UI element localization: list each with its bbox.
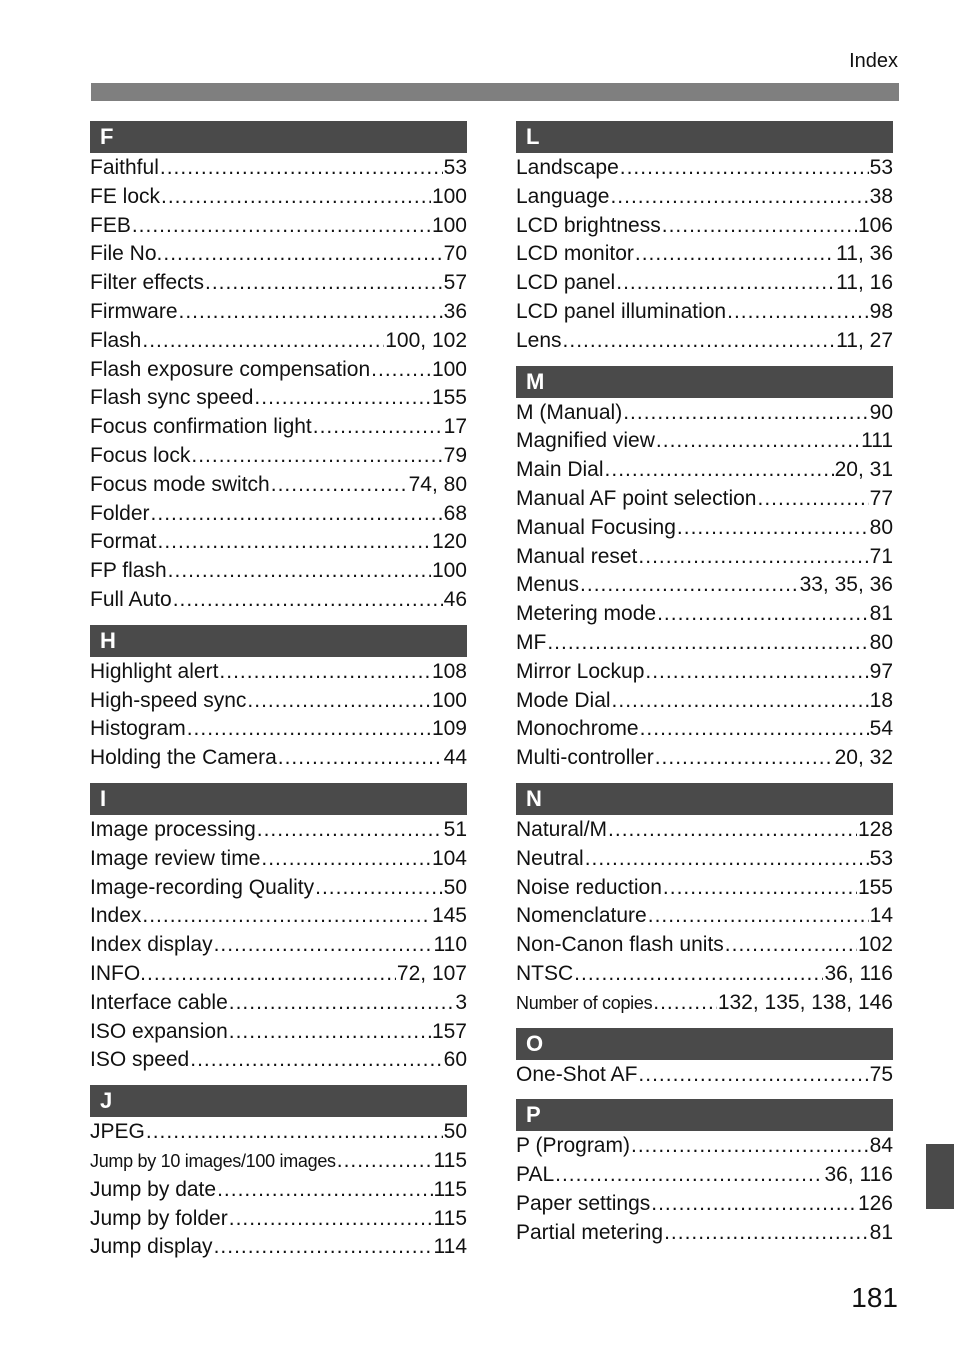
dot-leader [247, 687, 431, 716]
page-references: 100 [431, 213, 467, 237]
index-term: Manual AF point selection [516, 486, 757, 510]
dot-leader [635, 240, 835, 269]
page-references: 157 [431, 1019, 467, 1043]
section-letter-heading: H [90, 625, 467, 657]
page-references: 100, 102 [385, 328, 467, 352]
index-entry [516, 485, 893, 514]
page-references: 104 [431, 846, 467, 870]
page-references: 155 [857, 875, 893, 899]
index-entry [90, 298, 467, 327]
index-entry [90, 816, 467, 845]
section-letter-heading: O [516, 1028, 893, 1060]
page-references: 36, 116 [824, 1163, 893, 1187]
section-letter-heading: P [516, 1099, 893, 1131]
index-entry [90, 744, 467, 773]
index-entry [90, 1176, 467, 1205]
index-term: FEB [90, 213, 131, 237]
dot-leader [757, 485, 868, 514]
index-term: Main Dial [516, 458, 604, 482]
dot-leader [142, 902, 431, 931]
index-section-p [516, 1099, 893, 1247]
index-entry [90, 989, 467, 1018]
index-term: Focus lock [90, 443, 191, 467]
dot-leader [271, 471, 408, 500]
page-references: 100 [431, 559, 467, 583]
index-entry [516, 687, 893, 716]
page-references: 46 [443, 587, 467, 611]
index-entry [516, 658, 893, 687]
dot-leader [229, 1205, 433, 1234]
dot-leader [179, 298, 443, 327]
dot-leader [229, 989, 455, 1018]
index-term: JPEG [90, 1120, 145, 1144]
dot-leader [608, 816, 857, 845]
dot-leader [146, 1118, 443, 1147]
dot-leader [158, 528, 431, 557]
dot-leader [656, 427, 860, 456]
index-entry [90, 240, 467, 269]
index-entry [90, 586, 467, 615]
index-term: INFO. [90, 961, 146, 985]
page-references: 115 [433, 1177, 467, 1201]
page-references: 18 [869, 688, 893, 712]
page-references: 100 [431, 357, 467, 381]
index-term: File No. [90, 242, 163, 266]
page-references: 53 [869, 156, 893, 179]
page-references: 106 [857, 213, 893, 237]
dot-leader [214, 1233, 433, 1262]
index-term: ISO expansion [90, 1019, 228, 1043]
page-references: 115 [433, 1206, 467, 1230]
page-references: 80 [869, 515, 893, 539]
page-references: 155 [431, 386, 467, 410]
index-section-m [516, 366, 893, 773]
dot-leader [371, 356, 431, 385]
page-references: 100 [431, 184, 467, 208]
index-section-i [90, 783, 467, 1075]
page-references: 53 [443, 156, 467, 179]
dot-leader [337, 1147, 433, 1176]
page-references: 102 [857, 933, 893, 957]
index-term: Neutral [516, 846, 584, 870]
index-term: PAL [516, 1163, 555, 1187]
dot-leader [653, 989, 717, 1018]
index-term: Partial metering [516, 1220, 664, 1244]
index-term: Mode Dial [516, 688, 611, 712]
index-term: FE lock [90, 184, 161, 208]
page-references: 98 [869, 299, 893, 323]
index-entry [90, 960, 467, 989]
dot-leader [190, 1046, 442, 1075]
dot-leader [662, 212, 857, 241]
index-term: Number of copies [516, 992, 653, 1013]
page-references: 126 [857, 1191, 893, 1215]
page-references: 33, 35, 36 [799, 573, 893, 597]
dot-leader [160, 154, 443, 183]
dot-leader [651, 1190, 857, 1219]
index-term: Image processing [90, 817, 256, 841]
page-references: 74, 80 [408, 472, 467, 496]
index-entry [516, 212, 893, 241]
index-section-h [90, 625, 467, 773]
index-entry [90, 658, 467, 687]
dot-leader [648, 902, 869, 931]
page-references: 11, 27 [836, 328, 893, 352]
index-entry [516, 456, 893, 485]
index-term: LCD panel [516, 271, 616, 295]
index-entry [90, 154, 467, 183]
index-entry [90, 471, 467, 500]
dot-leader [638, 1061, 868, 1090]
index-entry [90, 902, 467, 931]
dot-leader [616, 269, 835, 298]
index-entry [90, 442, 467, 471]
index-term: Focus mode switch [90, 472, 270, 496]
index-entry [516, 1061, 893, 1090]
index-term: Menus [516, 573, 580, 597]
index-term: Language [516, 184, 610, 208]
index-entry [90, 1046, 467, 1075]
index-entry [516, 816, 893, 845]
page-references: 44 [443, 746, 467, 770]
index-entry [516, 543, 893, 572]
dot-leader [645, 658, 868, 687]
index-section-o [516, 1028, 893, 1090]
page-references: 50 [443, 875, 467, 899]
index-entry [516, 902, 893, 931]
index-term: Multi-controller [516, 746, 654, 770]
page-references: 17 [443, 415, 467, 439]
chapter-thumb-tab [926, 1144, 954, 1209]
index-entry [516, 845, 893, 874]
page-references: 75 [869, 1062, 893, 1086]
index-term: Jump by 10 images/100 images [90, 1150, 336, 1171]
dot-leader [205, 269, 443, 298]
index-term: Noise reduction [516, 875, 662, 899]
index-term: One-Shot AF [516, 1062, 638, 1086]
page-references: 57 [443, 271, 467, 295]
dot-leader [640, 715, 869, 744]
index-term: Flash sync speed [90, 386, 254, 410]
index-entry [90, 269, 467, 298]
index-entry [90, 212, 467, 241]
dot-leader [163, 240, 442, 269]
index-entry [90, 931, 467, 960]
index-entry [516, 298, 893, 327]
dot-leader [132, 212, 431, 241]
index-entry [516, 715, 893, 744]
dot-leader [161, 183, 431, 212]
section-letter-heading: N [516, 783, 893, 815]
index-entry [90, 1118, 467, 1147]
index-entry [516, 1219, 893, 1248]
dot-leader [187, 715, 431, 744]
dot-leader [580, 571, 799, 600]
dot-leader [605, 456, 834, 485]
index-entry [516, 960, 893, 989]
index-entry [90, 384, 467, 413]
dot-leader [191, 442, 442, 471]
page-references: 90 [869, 400, 893, 424]
page-references: 100 [431, 688, 467, 712]
index-entry [516, 989, 893, 1018]
index-term: Nomenclature [516, 904, 647, 928]
dot-leader [623, 399, 868, 428]
section-letter-heading: M [516, 366, 893, 398]
page-references: 79 [443, 443, 467, 467]
index-term: Interface cable [90, 990, 228, 1014]
index-term: Format [90, 530, 157, 554]
dot-leader [261, 845, 431, 874]
page-references: 80 [869, 630, 893, 654]
index-entry [516, 1132, 893, 1161]
index-term: Manual reset [516, 544, 638, 568]
dot-leader [563, 327, 836, 356]
index-entry [516, 240, 893, 269]
index-entry [90, 557, 467, 586]
page-references: 54 [869, 717, 893, 741]
index-term: Jump by folder [90, 1206, 228, 1230]
index-section-j [90, 1085, 467, 1262]
section-letter-heading: L [516, 121, 893, 153]
index-term: Natural/M [516, 817, 608, 841]
index-term: NTSC [516, 961, 574, 985]
page-references: 77 [869, 486, 893, 510]
index-entry [516, 1190, 893, 1219]
dot-leader [147, 960, 396, 989]
index-entry [516, 269, 893, 298]
index-entry [516, 600, 893, 629]
dot-leader [547, 629, 868, 658]
page-references: 3 [455, 990, 467, 1014]
index-term: Jump by date [90, 1177, 217, 1201]
page-references: 36, 116 [824, 961, 893, 985]
index-term: High-speed sync [90, 688, 247, 712]
page-references: 111 [861, 429, 893, 453]
index-term: Focus confirmation light [90, 415, 312, 439]
index-entry [90, 1205, 467, 1234]
dot-leader [229, 1018, 431, 1047]
page-references: 114 [433, 1235, 467, 1259]
index-term: Paper settings [516, 1191, 651, 1215]
index-term: Histogram [90, 717, 186, 741]
index-term: Mirror Lockup [516, 659, 645, 683]
page-references: 51 [443, 817, 467, 841]
page-references: 20, 32 [834, 746, 893, 770]
index-term: Index [90, 904, 142, 928]
page-references: 68 [443, 501, 467, 525]
index-entry [516, 571, 893, 600]
page-references: 108 [431, 659, 467, 683]
section-letter-heading: J [90, 1085, 467, 1117]
dot-leader [254, 384, 431, 413]
index-term: Lens [516, 328, 562, 352]
index-section-f [90, 121, 467, 615]
index-term: Filter effects [90, 271, 204, 295]
page-references: 84 [869, 1134, 893, 1158]
index-term: Jump display [90, 1235, 213, 1259]
page-references: 60 [443, 1048, 467, 1072]
dot-leader [610, 183, 868, 212]
dot-leader [657, 600, 869, 629]
index-entry [90, 183, 467, 212]
index-entry [516, 629, 893, 658]
index-entry [516, 154, 893, 183]
index-term: Landscape [516, 156, 619, 179]
page-references: 70 [443, 242, 467, 266]
page-references: 132, 135, 138, 146 [717, 990, 893, 1014]
index-entry [90, 356, 467, 385]
index-term: LCD monitor [516, 242, 634, 266]
index-term: Image-recording Quality [90, 875, 315, 899]
index-column-right [516, 121, 893, 1258]
page-references: 36 [443, 299, 467, 323]
index-term: Highlight alert [90, 659, 219, 683]
page-number: 181 [851, 1282, 898, 1313]
page-references: 110 [433, 933, 467, 957]
dot-leader [655, 744, 834, 773]
dot-leader [142, 327, 384, 356]
index-entry [90, 1233, 467, 1262]
index-term: Magnified view [516, 429, 655, 453]
index-entry [90, 1018, 467, 1047]
dot-leader [257, 816, 443, 845]
page-references: 81 [869, 602, 893, 626]
page-references: 53 [869, 846, 893, 870]
dot-leader [620, 154, 869, 183]
index-term: MF [516, 630, 547, 654]
dot-leader [217, 1176, 432, 1205]
dot-leader [278, 744, 443, 773]
index-term: ISO speed [90, 1048, 190, 1072]
index-term: M (Manual) [516, 400, 623, 424]
dot-leader [313, 413, 443, 442]
index-term: Holding the Camera [90, 746, 277, 770]
index-entry [516, 1161, 893, 1190]
page-references: 120 [431, 530, 467, 554]
dot-leader [574, 960, 823, 989]
dot-leader [663, 874, 857, 903]
page-references: 38 [869, 184, 893, 208]
dot-leader [151, 500, 443, 529]
dot-leader [612, 687, 869, 716]
index-term: Full Auto [90, 587, 172, 611]
page-references: 115 [433, 1148, 467, 1172]
index-entry [90, 874, 467, 903]
index-entry [90, 500, 467, 529]
index-entry [516, 327, 893, 356]
header-rule [91, 83, 899, 101]
index-term: P (Program) [516, 1134, 630, 1158]
index-term: Flash exposure compensation [90, 357, 371, 381]
dot-leader [585, 845, 869, 874]
index-entry [516, 183, 893, 212]
index-entry [90, 715, 467, 744]
index-entry [516, 427, 893, 456]
page-references: 11, 36 [836, 242, 893, 266]
section-letter-heading: I [90, 783, 467, 815]
dot-leader [315, 874, 443, 903]
index-entry [516, 874, 893, 903]
running-header: Index [849, 50, 898, 72]
dot-leader [677, 514, 869, 543]
index-term: Metering mode [516, 602, 657, 626]
index-term: Non-Canon flash units [516, 933, 724, 957]
index-entry [516, 514, 893, 543]
index-term: Faithful [90, 156, 159, 179]
index-section-l [516, 121, 893, 356]
dot-leader [168, 557, 431, 586]
index-entry [516, 931, 893, 960]
dot-leader [555, 1161, 823, 1190]
index-entry [516, 399, 893, 428]
index-term: FP flash [90, 559, 167, 583]
index-term: Index display [90, 933, 213, 957]
index-entry [90, 1147, 467, 1176]
index-term: Manual Focusing [516, 515, 676, 539]
dot-leader [725, 931, 857, 960]
page-references: 109 [431, 717, 467, 741]
page-references: 20, 31 [834, 458, 893, 482]
index-term: Flash [90, 328, 142, 352]
page-references: 145 [431, 904, 467, 928]
index-entry [516, 744, 893, 773]
dot-leader [638, 543, 868, 572]
page-references: 14 [869, 904, 893, 928]
index-term: Image review time [90, 846, 261, 870]
dot-leader [631, 1132, 869, 1161]
dot-leader [173, 586, 443, 615]
index-term: Monochrome [516, 717, 639, 741]
page-references: 97 [869, 659, 893, 683]
dot-leader [664, 1219, 869, 1248]
page-references: 71 [869, 544, 893, 568]
index-entry [90, 413, 467, 442]
index-term: Firmware [90, 299, 178, 323]
index-entry [90, 687, 467, 716]
index-entry [90, 845, 467, 874]
page-references: 72, 107 [396, 961, 467, 985]
index-term: LCD brightness [516, 213, 661, 237]
index-term: LCD panel illumination [516, 299, 727, 323]
section-letter-heading: F [90, 121, 467, 153]
index-term: Folder [90, 501, 150, 525]
index-entry [90, 327, 467, 356]
page-references: 11, 16 [836, 271, 893, 295]
index-section-n [516, 783, 893, 1018]
dot-leader [727, 298, 869, 327]
index-entry [90, 528, 467, 557]
dot-leader [214, 931, 433, 960]
page-references: 128 [857, 817, 893, 841]
dot-leader [219, 658, 431, 687]
page-references: 50 [443, 1120, 467, 1144]
index-column-left [90, 121, 467, 1272]
page-references: 81 [869, 1220, 893, 1244]
